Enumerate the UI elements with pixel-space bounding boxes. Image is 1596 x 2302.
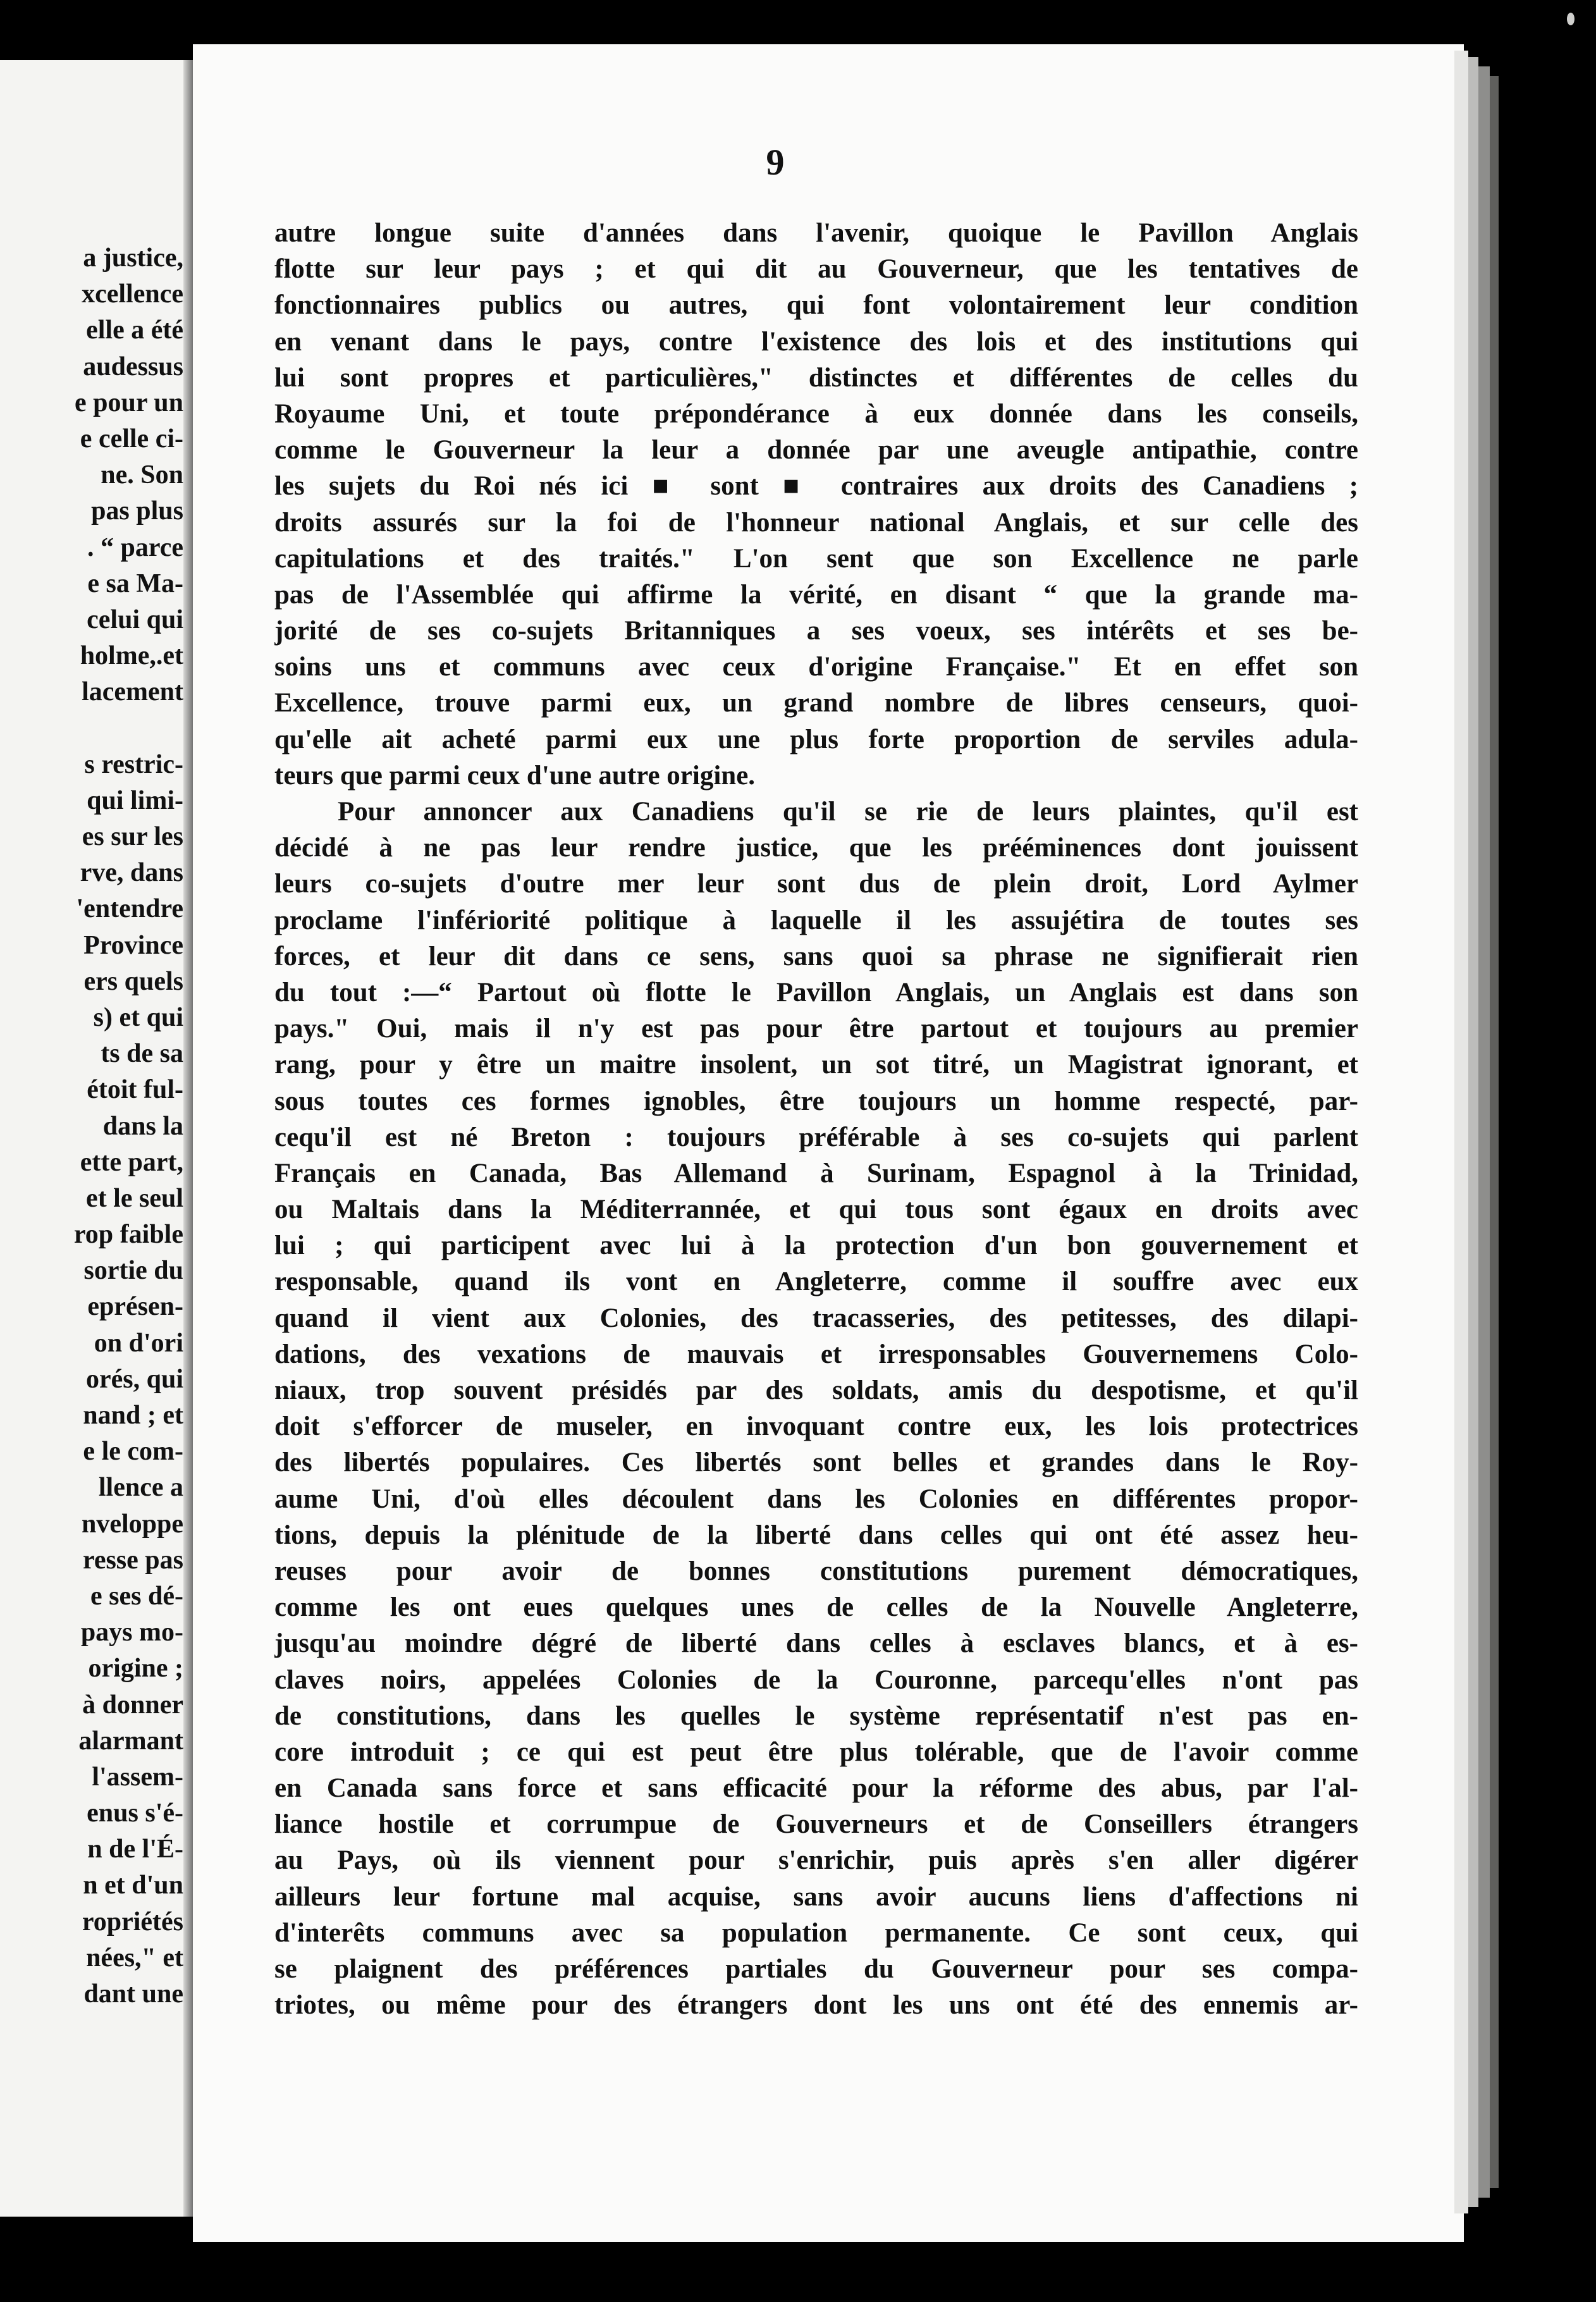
text-line: reuses pour avoir de bonnes constitutions purement démocratiques, — [274, 1556, 1358, 1586]
text-line: ou Maltais dans la Méditerrannée, et qui tous sont égaux en droits avec — [274, 1195, 1358, 1225]
body-text — [274, 215, 1358, 2023]
text-line: forces, et leur dit dans ce sens, sans quoi sa phrase ne signifierait rien — [274, 941, 1358, 971]
left-page-line: e celle ci- — [80, 424, 183, 453]
text-line: lui sont propres et particulières," distinctes et différentes de celles du — [274, 362, 1358, 393]
page-edge — [1468, 57, 1478, 2207]
left-page-line: nveloppe — [81, 1509, 183, 1539]
text-line: Français en Canada, Bas Allemand à Surinam, Espagnol à la Trinidad, — [274, 1158, 1358, 1188]
text-line: jorité de ses co-sujets Britanniques a ses voeux, ses intérêts et ses be- — [274, 616, 1358, 646]
left-page-line: es sur les — [82, 822, 183, 851]
left-page-line: ts de sa — [101, 1039, 183, 1069]
text-line: Excellence, trouve parmi eux, un grand nombre de libres censeurs, quoi- — [274, 688, 1358, 718]
left-page-line: on d'ori — [94, 1328, 183, 1358]
text-line: les sujets du Roi nés ici ■ sont ■ contraires aux droits des Canadiens ; — [274, 471, 1358, 502]
left-page-line: enus s'é- — [87, 1799, 183, 1828]
left-page-line: dans la — [102, 1111, 183, 1141]
text-line: capitulations et des traités." L'on sent que son Excellence ne parle — [274, 543, 1358, 574]
text-line: ailleurs leur fortune mal acquise, sans avoir aucuns liens d'affections ni — [274, 1881, 1358, 1912]
text-line: triotes, ou même pour des étrangers dont les uns ont été des ennemis ar- — [274, 1990, 1358, 2021]
left-page-line: ers quels — [83, 966, 183, 996]
text-line: des libertés populaires. Ces libertés sont belles et grandes dans le Roy- — [274, 1448, 1358, 1478]
page-edge — [1454, 51, 1468, 2213]
left-page-line: . “ parce — [87, 532, 183, 562]
left-page-line: rve, dans — [80, 858, 183, 888]
left-page-line: resse pas — [82, 1545, 183, 1575]
text-line: teurs que parmi ceux d'une autre origine. — [274, 760, 756, 791]
text-line: dations, des vexations de mauvais et irresponsables Gouvernemens Colo- — [274, 1339, 1358, 1369]
text-line: en venant dans le pays, contre l'existence des lois et des institutions qui — [274, 326, 1358, 357]
text-line: autre longue suite d'années dans l'avenir, quoique le Pavillon Anglais — [274, 218, 1358, 248]
text-line: flotte sur leur pays ; et qui dit au Gouverneur, que les tentatives de — [274, 254, 1358, 285]
left-page-line: elle a été — [86, 316, 183, 345]
page-edge — [1478, 66, 1490, 2198]
text-line: leurs co-sujets d'outre mer leur sont dus de plein droit, Lord Aylmer — [274, 869, 1358, 899]
left-page-line: sortie du — [83, 1256, 183, 1286]
left-page-line: ropriétés — [82, 1907, 183, 1936]
left-page-line: n de l'É- — [87, 1835, 183, 1864]
left-page-line: l'assem- — [92, 1762, 183, 1792]
text-line: de constitutions, dans les quelles le système représentatif n'est pas en- — [274, 1701, 1358, 1731]
text-line: comme le Gouverneur la leur a donnée par une aveugle antipathie, contre — [274, 435, 1358, 465]
text-line: en Canada sans force et sans efficacité pour la réforme des abus, par l'al- — [274, 1773, 1358, 1804]
text-line: comme les ont eues quelques unes de celles de la Nouvelle Angleterre, — [274, 1592, 1358, 1623]
text-line: du tout :—“ Partout où flotte le Pavillon Anglais, un Anglais est dans son — [274, 977, 1358, 1007]
left-page-line: xcellence — [82, 280, 183, 309]
text-line: niaux, trop souvent présidés par des soldats, amis du despotisme, et qu'il — [274, 1376, 1358, 1405]
text-line: d'interêts communs avec sa population permanente. Ce sont ceux, qui — [274, 1917, 1358, 1948]
left-page-line: e ses dé- — [90, 1581, 183, 1611]
text-line: se plaignent des préférences partiales du Gouverneur pour ses compa- — [274, 1954, 1358, 1984]
text-line: doit s'efforcer de museler, en invoquant contre eux, les lois protectrices — [274, 1412, 1358, 1442]
left-page-line: lacement — [82, 677, 183, 707]
left-page-line: eprésen- — [87, 1292, 183, 1322]
left-page-line: orés, qui — [85, 1364, 183, 1394]
left-page-line: ette part, — [80, 1147, 183, 1177]
page-edge — [1490, 76, 1499, 2188]
text-line: décidé à ne pas leur rendre justice, que les prééminences dont jouissent — [274, 833, 1358, 863]
text-line: droits assurés sur la foi de l'honneur national Anglais, et sur celle des — [274, 507, 1358, 538]
text-line: sous toutes ces formes ignobles, être toujours un homme respecté, par- — [274, 1086, 1358, 1116]
text-line: soins uns et communs avec ceux d'origine Française." Et en effet son — [274, 652, 1358, 682]
left-page-line: étoit ful- — [87, 1075, 183, 1105]
left-page-line: pas plus — [91, 496, 183, 526]
left-page-line: à donner — [82, 1690, 183, 1720]
left-page-text — [0, 240, 183, 2012]
page-number: 9 — [766, 142, 785, 183]
left-page-line: nand ; et — [83, 1401, 183, 1430]
text-line: quand il vient aux Colonies, des tracasseries, des petitesses, des dilapi- — [274, 1303, 1358, 1333]
left-page-line: nées," et — [86, 1943, 183, 1973]
text-line: pays." Oui, mais il n'y est pas pour être partout et toujours au premier — [274, 1014, 1358, 1044]
left-page-line: audessus — [83, 352, 183, 381]
left-page-line: et le seul — [86, 1183, 183, 1213]
text-line: responsable, quand ils vont en Angleterre, comme il souffre avec eux — [274, 1267, 1358, 1297]
text-line: jusqu'au moindre dégré de liberté dans celles à esclaves blancs, et à es- — [274, 1628, 1358, 1659]
text-line: Royaume Uni, et toute prépondérance à eux donnée dans les conseils, — [274, 398, 1358, 429]
text-line: tions, depuis la plénitude de la liberté dans celles qui ont été assez heu- — [274, 1520, 1358, 1550]
left-page-line: ne. Son — [101, 460, 183, 490]
text-line: fonctionnaires publics ou autres, qui font volontairement leur condition — [274, 290, 1358, 321]
text-line: liance hostile et corrumpue de Gouverneurs et de Conseillers étrangers — [274, 1809, 1358, 1840]
left-page-line: e pour un — [75, 388, 183, 417]
left-page-line: a justice, — [83, 243, 183, 273]
text-line: qu'elle ait acheté parmi eux une plus forte proportion de serviles adula- — [274, 724, 1358, 754]
left-page-line: qui limi- — [87, 785, 183, 815]
left-page-line: Province — [83, 930, 183, 960]
text-line: au Pays, où ils viennent pour s'enrichir, puis après s'en aller digérer — [274, 1845, 1358, 1876]
left-page-line: 'entendre — [76, 894, 183, 924]
left-page-line: alarmant — [78, 1726, 183, 1756]
left-page-line: pays mo- — [80, 1618, 183, 1647]
left-page-line: origine ; — [88, 1654, 183, 1683]
left-page-line: rop faible — [73, 1220, 183, 1250]
text-line: proclame l'infériorité politique à laquelle il les assujétira de toutes ses — [274, 905, 1358, 935]
left-page-line: dant une — [83, 1979, 183, 2009]
left-page-line: s restric- — [84, 749, 183, 779]
left-page-line: e sa Ma- — [87, 569, 183, 598]
left-page — [0, 60, 188, 2217]
text-line: lui ; qui participent avec lui à la protection d'un bon gouvernement et — [274, 1231, 1358, 1261]
left-page-line: s) et qui — [93, 1002, 183, 1032]
text-line: core introduit ; ce qui est peut être plus tolérable, que de l'avoir comme — [274, 1737, 1358, 1767]
text-line: rang, pour y être un maitre insolent, un sot titré, un Magistrat ignorant, et — [274, 1050, 1358, 1080]
left-page-line — [0, 710, 183, 746]
left-page-line: holme,.et — [80, 641, 183, 671]
left-page-line: llence a — [98, 1473, 183, 1503]
text-line: Pour annoncer aux Canadiens qu'il se rie de leurs plaintes, qu'il est — [338, 797, 1358, 827]
left-page-line: n et d'un — [83, 1871, 183, 1900]
text-line: aume Uni, d'où elles découlent dans les Colonies en différentes propor- — [274, 1484, 1358, 1514]
text-line: claves noirs, appelées Colonies de la Couronne, parcequ'elles n'ont pas — [274, 1665, 1358, 1695]
text-line: cequ'il est né Breton : toujours préférable à ses co-sujets qui parlent — [274, 1122, 1358, 1152]
left-page-line: e le com- — [83, 1437, 183, 1467]
text-line: pas de l'Assemblée qui affirme la vérité, en disant “ que la grande ma- — [274, 579, 1358, 610]
left-page-line: celui qui — [87, 605, 183, 634]
scan-mark — [1567, 13, 1575, 25]
